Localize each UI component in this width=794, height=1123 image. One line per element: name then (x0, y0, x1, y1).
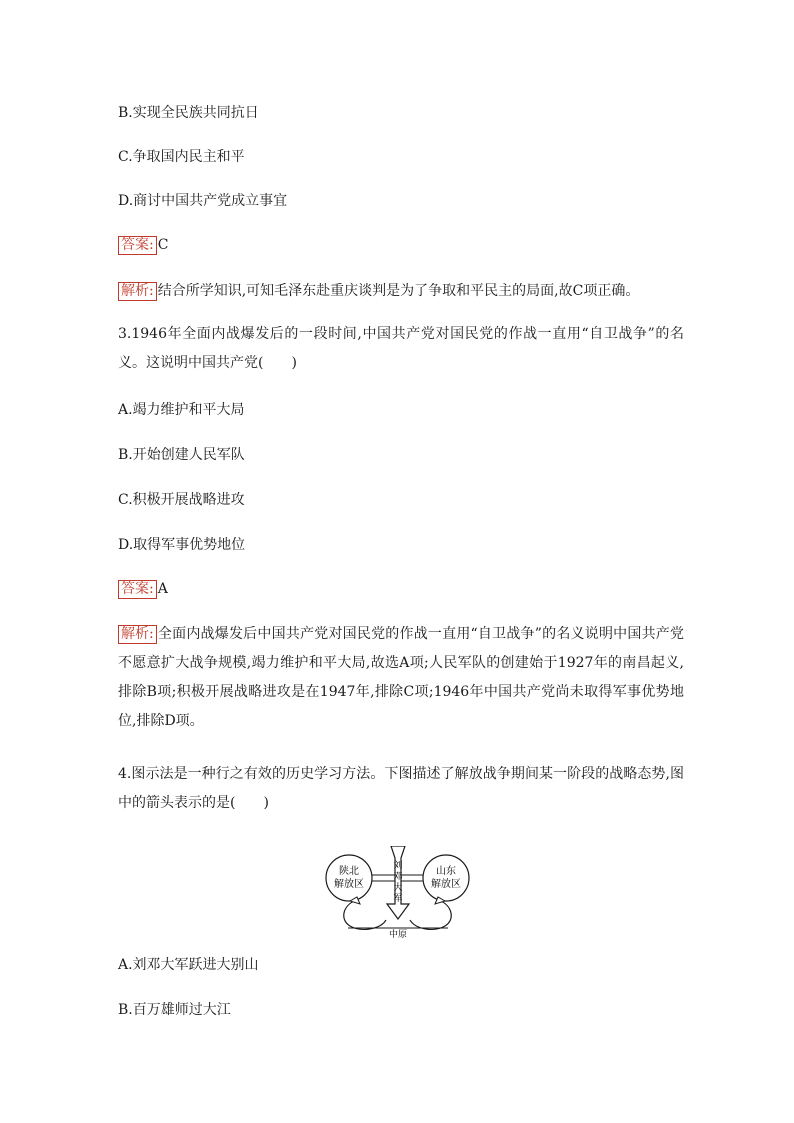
left-support-arc (344, 900, 386, 929)
answer-tag: 答案: (118, 580, 157, 599)
q4-option-a: A.刘邓大军跃进大别山 (118, 957, 259, 973)
left-region-label-1: 陕北 (339, 866, 359, 877)
q2-option-d: D.商讨中国共产党成立事宜 (118, 193, 288, 209)
central-plain-label: 中原 (388, 930, 408, 938)
left-region-label-2: 解放区 (334, 879, 364, 890)
arrow-char-4: 军 (393, 894, 403, 904)
arrow-char-2: 邓 (393, 872, 403, 882)
answer-value: C (157, 237, 169, 253)
analysis-text: 全面内战爆发后中国共产党对国民党的作战一直用“自卫战争”的名义说明中国共产党不愿意扩大战争规模,竭力维护和平大局,故选A项;人民军队的创建始于1927年的南昌起义,排除B项;积极开展战略进攻是在1947年,排除C项;1946年中国共产党尚未取得军事优势地位,排除D项。 (118, 626, 684, 729)
q4-option-b: B.百万雄师过大江 (118, 1002, 231, 1018)
analysis-text: 结合所学知识,可知毛泽东赴重庆谈判是为了争取和平民主的局面,故C项正确。 (157, 283, 640, 299)
q3-stem: 3.1946年全面内战爆发后的一段时间,中国共产党对国民党的作战一直用“自卫战争”的名义。这说明中国共产党( ) (118, 326, 684, 371)
analysis-tag: 解析: (118, 282, 157, 301)
q3-option-d: D.取得军事优势地位 (118, 537, 246, 553)
q3-option-b: B.开始创建人民军队 (118, 447, 245, 463)
right-region-label-1: 山东 (436, 866, 456, 877)
q3-option-a: A.竭力维护和平大局 (118, 402, 245, 418)
strategic-situation-diagram (320, 846, 480, 938)
arrow-char-3: 大 (393, 883, 403, 893)
right-region-label-2: 解放区 (431, 879, 461, 890)
q2-option-b: B.实现全民族共同抗日 (118, 105, 259, 121)
q3-analysis (118, 620, 684, 736)
right-region-circle (423, 855, 469, 901)
answer-value: A (157, 581, 168, 597)
arrow-char-1: 刘 (393, 861, 403, 871)
analysis-tag: 解析: (118, 625, 157, 644)
q3-answer (118, 579, 168, 599)
q2-answer (118, 235, 168, 255)
q2-analysis (118, 281, 639, 301)
right-support-arc (410, 900, 451, 929)
left-region-circle (326, 855, 372, 901)
q3-option-c: C.积极开展战略进攻 (118, 492, 245, 508)
q4-stem: 4.图示法是一种行之有效的历史学习方法。下图描述了解放战争期间某一阶段的战略态势,图中的箭头表示的是( ) (118, 766, 684, 811)
answer-tag: 答案: (118, 236, 157, 255)
q2-option-c: C.争取国内民主和平 (118, 149, 245, 165)
